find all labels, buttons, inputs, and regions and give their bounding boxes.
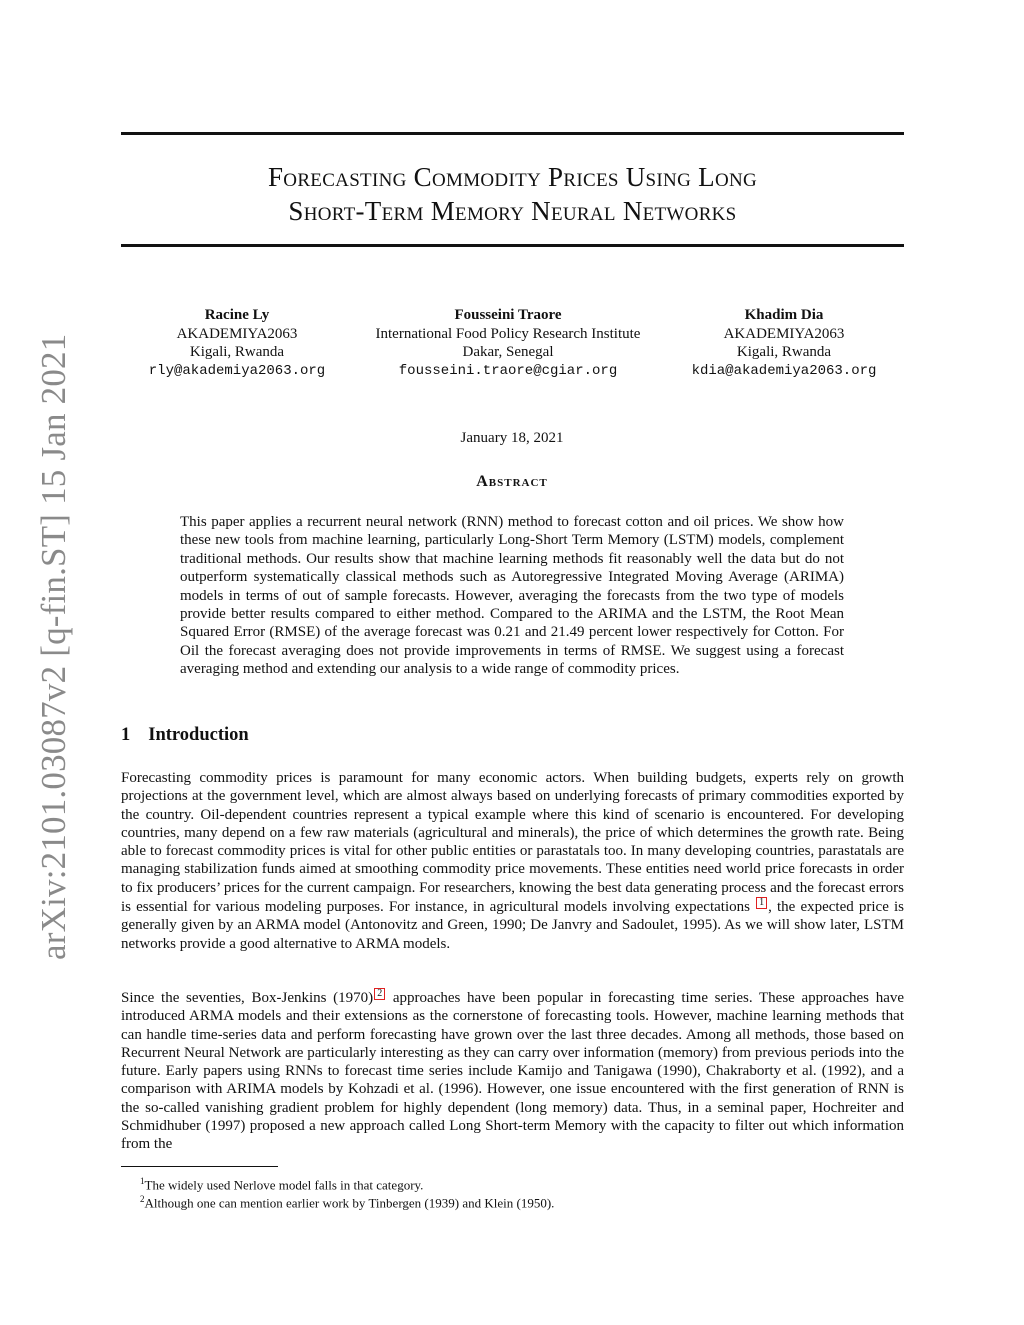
author-affiliation: AKADEMIYA2063 bbox=[176, 325, 298, 342]
footnote-rule bbox=[121, 1166, 278, 1167]
footnote-link[interactable]: 1 bbox=[756, 897, 767, 909]
title-rule-bottom bbox=[121, 244, 904, 247]
abstract-heading: Abstract bbox=[476, 473, 548, 490]
arxiv-side-label: arXiv:2101.03087v2 [q-fin.ST] 15 Jan 2021 bbox=[34, 333, 73, 960]
footnote-link[interactable]: 2 bbox=[374, 988, 385, 1000]
footnote-text: The widely used Nerlove model falls in that category. bbox=[144, 1177, 424, 1193]
paragraph-text: Forecasting commodity prices is paramount for many economic actors. When building budgets, experts rely on growth projections at the government level, which are almost always based on underlying forecasts of primary commodities exported by the country. Oil-dependent countries represent a typical example where this kind of scenario is encountered. For developing countries, many depend on a few raw materials (agricultural and minerals), the price of which determines the growth rate. Being able to forecast commodity prices is vital for other public entities or parastatals too. In many developing countries, parastatals are managing stabilization funds aimed at smoothing commodity price movements. These entities need world price forecasts in order to fix producers’ prices for the current campaign. For researchers, knowing the best data generating process and the forecast errors is essential for various modeling purposes. For instance, in agricultural models involving expectations bbox=[121, 770, 904, 916]
author-email[interactable]: rly@akademiya2063.org bbox=[148, 362, 326, 379]
body-paragraph bbox=[121, 988, 904, 1154]
paper-title bbox=[121, 160, 904, 228]
title-rule-top bbox=[121, 132, 904, 135]
author-email[interactable]: kdia@akademiya2063.org bbox=[691, 362, 877, 379]
paragraph-text: approaches have been popular in forecasting time series. These approaches have introduced ARMA models and their extensions as the cornerstone of forecasting tools. However, machine learning methods that can handle time-series data and perform forecasting have grown over the last three decades. Among all methods, those based on Recurrent Neural Network are particularly interesting as they can carry over information (memory) from previous periods into the future. Early papers using RNNs to forecast time series include Kamijo and Tanigawa (1990), Chakraborty et al. (1992), and a comparison with ARIMA models by Kohzadi et al. (1996). However, one issue encountered with the first generation of RNN is the so-called vanishing gradient problem for highly dependent (long memory) data. Thus, in a seminal paper, Hochreiter and Schmidhuber (1997) proposed a new approach called Long Short-term Memory with the capacity to filter out which information from the bbox=[121, 990, 905, 1153]
author-location: Dakar, Senegal bbox=[462, 344, 554, 360]
footnote-text: Although one can mention earlier work by Tinbergen (1939) and Klein (1950). bbox=[144, 1195, 555, 1211]
author-location: Kigali, Rwanda bbox=[736, 344, 832, 360]
section-title: Introduction bbox=[148, 725, 249, 745]
footnote bbox=[140, 1191, 554, 1211]
abstract-text: This paper applies a recurrent neural network (RNN) method to forecast cotton and oil prices. We show how these new tools from machine learning, particularly Long-Short Term Memory (LSTM) models, complement traditional methods. Our results show that machine learning methods fit reasonably well the data but do not outperform systematically classical methods such as Autoregressive Integrated Moving Average (ARIMA) models in terms of out of sample forecasts. However, averaging the forecasts from the two type of models provide better results compared to either method. Compared to the ARIMA and the LSTM, the Root Mean Squared Error (RMSE) of the average forecast was 0.21 and 21.49 percent lower respectively for Cotton. For Oil the forecast averaging does not provide improvements in terms of RMSE. We suggest using a forecast averaging method and extending our analysis to a wide range of commodity prices. bbox=[180, 514, 844, 678]
body-paragraph bbox=[121, 769, 904, 953]
paragraph-text: , the expected price is generally given by an ARMA model (Antonovitz and Green, 1990; De Janvry and Sadoulet, 1995). As we will show later, LSTM networks provide a good alternative to ARMA models. bbox=[121, 899, 904, 952]
footnote-mark: 2 bbox=[140, 1194, 145, 1204]
publication-date: January 18, 2021 bbox=[460, 430, 564, 446]
author-name: Fousseini Traore bbox=[454, 307, 562, 323]
title-line-1: Forecasting Commodity Prices Using Long bbox=[267, 162, 758, 192]
footnote-mark: 1 bbox=[140, 1176, 145, 1186]
author-block bbox=[130, 306, 344, 380]
author-block bbox=[350, 306, 666, 380]
section-number: 1 bbox=[121, 725, 131, 745]
author-block bbox=[672, 306, 896, 380]
title-line-2: Short-Term Memory Neural Networks bbox=[288, 196, 737, 226]
author-name: Racine Ly bbox=[204, 307, 270, 323]
author-affiliation: International Food Policy Research Institute bbox=[375, 325, 641, 342]
author-email[interactable]: fousseini.traore@cgiar.org bbox=[398, 362, 618, 379]
author-affiliation: AKADEMIYA2063 bbox=[723, 325, 845, 342]
author-location: Kigali, Rwanda bbox=[189, 344, 285, 360]
author-name: Khadim Dia bbox=[744, 307, 824, 323]
section-heading bbox=[121, 725, 249, 746]
paragraph-text: Since the seventies, Box-Jenkins (1970) bbox=[121, 990, 374, 1006]
